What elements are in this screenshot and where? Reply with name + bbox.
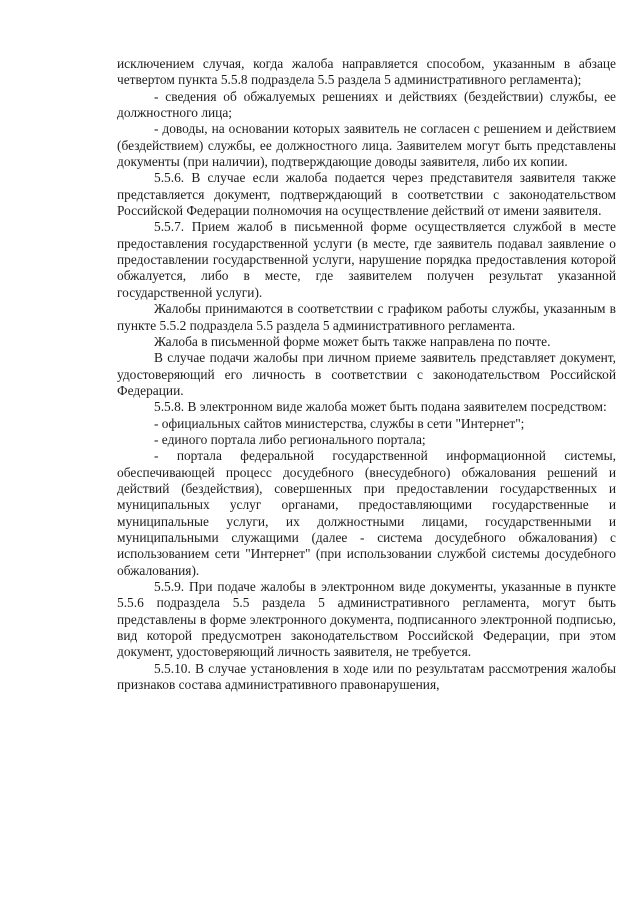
paragraph-clause-5-5-6: 5.5.6. В случае если жалоба подается через представителя заявителя также представляется документ, подтверждающий в соответствии с законодательством Российской Федерации полномочия на осуществление действий от имени заявителя. bbox=[117, 170, 616, 219]
paragraph-clause-5-5-8: 5.5.8. В электронном виде жалоба может быть подана заявителем посредством: bbox=[154, 399, 607, 415]
paragraph-clause-5-5-10: 5.5.10. В случае установления в ходе или по результатам рассмотрения жалобы признаков состава административного правонарушения, bbox=[117, 660, 616, 693]
paragraph-list-item: - единого портала либо регионального портала; bbox=[154, 431, 426, 447]
paragraph-list-item: - портала федеральной государственной информационной системы, обеспечивающей процесс досудебного (внесудебного) обжалования решений и действий (бездействия), совершенных при предоставлении государственных и муниципальных услуг органами, предоставляющими государственные и муниципальные услуги, их должностными лицами, государственными и муниципальными служащими (далее - система досудебного обжалования) с использованием сети "Интернет" (при использовании службой системы досудебного обжалования). bbox=[117, 448, 616, 578]
paragraph-continuation: исключением случая, когда жалоба направляется способом, указанным в абзаце четвертом пункта 5.5.8 подраздела 5.5 раздела 5 административного регламента); bbox=[117, 56, 616, 88]
document-page bbox=[117, 56, 616, 693]
paragraph: Жалоба в письменной форме может быть также направлена по почте. bbox=[154, 333, 551, 349]
paragraph: Жалобы принимаются в соответствии с графиком работы службы, указанным в пункте 5.5.2 подраздела 5.5 раздела 5 административного регламента. bbox=[117, 301, 616, 333]
paragraph-list-item: - сведения об обжалуемых решениях и действиях (бездействии) службы, ее должностного лица; bbox=[117, 88, 616, 121]
paragraph-list-item: - официальных сайтов министерства, службы в сети "Интернет"; bbox=[154, 415, 525, 431]
paragraph-clause-5-5-9: 5.5.9. При подаче жалобы в электронном виде документы, указанные в пункте 5.5.6 подраздела 5.5 раздела 5 административного регламента, могут быть представлены в форме электронного документа, подписанного электронной подписью, вид которой предусмотрен законодательством Российской Федерации, при этом документ, удостоверяющий личность заявителя, не требуется. bbox=[117, 579, 616, 660]
paragraph-clause-5-5-7: 5.5.7. Прием жалоб в письменной форме осуществляется службой в месте предоставления государственной услуги (в месте, где заявитель подавал заявление о предоставлении государственной услуги, нарушение порядка предоставления которой обжалуется, либо в месте, где заявителем получен результат указанной государственной услуги). bbox=[117, 219, 616, 300]
paragraph-list-item: - доводы, на основании которых заявитель не согласен с решением и действием (бездействием) службы, ее должностного лица. Заявителем могут быть представлены документы (при наличии), подтверждающие доводы заявителя, либо их копии. bbox=[117, 121, 616, 170]
paragraph: В случае подачи жалобы при личном приеме заявитель представляет документ, удостоверяющий его личность в соответствии с законодательством Российской Федерации. bbox=[117, 350, 616, 398]
